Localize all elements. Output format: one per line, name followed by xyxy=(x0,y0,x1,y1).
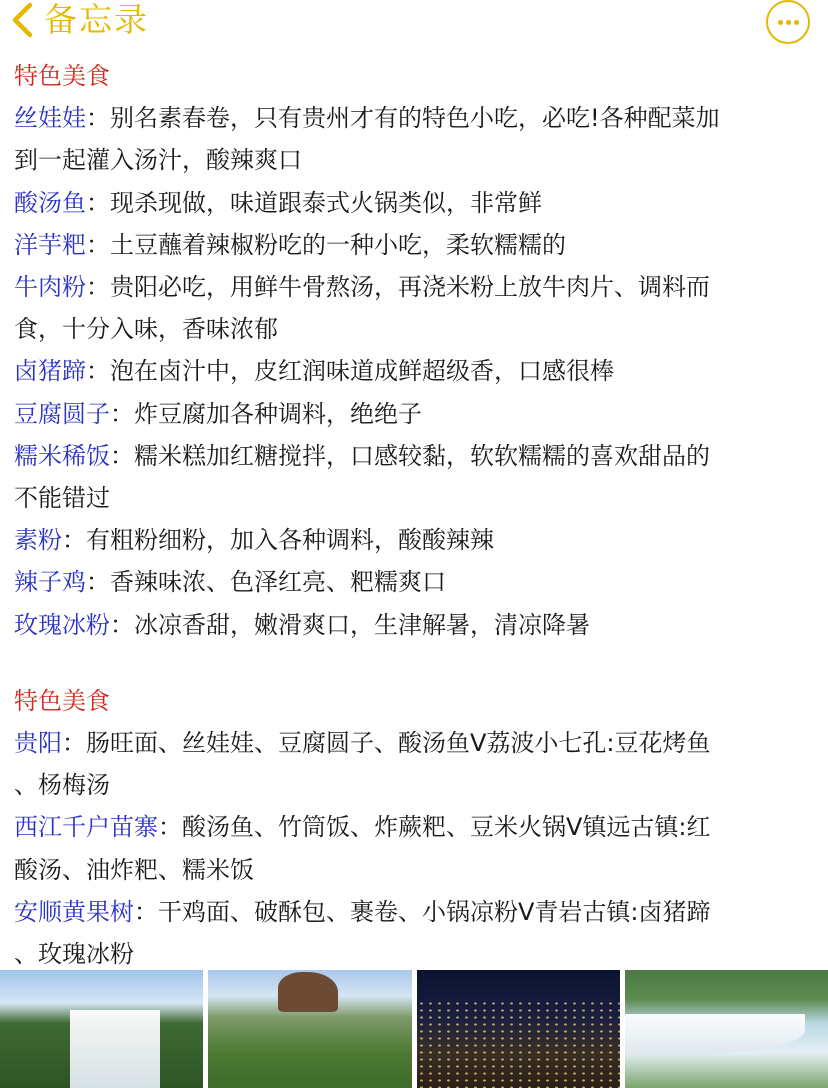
item-text-continued: 到一起灌入汤汁，酸辣爽口 xyxy=(14,146,302,175)
item-key: 辣子鸡 xyxy=(14,568,86,597)
photo-strip xyxy=(0,970,828,1088)
village-lights xyxy=(417,1000,620,1088)
item-text: ：香辣味浓、色泽红亮、粑糯爽口 xyxy=(86,568,446,597)
list-item xyxy=(14,266,818,308)
section-heading: 特色美食 xyxy=(14,686,110,715)
item-text-continued: 酸汤、油炸粑、糯米饭 xyxy=(14,855,254,884)
waterfall-shape xyxy=(625,1014,805,1054)
waterfall-shape xyxy=(70,1010,160,1088)
item-text-continued: 食，十分入味，香味浓郁 xyxy=(14,315,278,344)
section-spacer xyxy=(14,646,818,680)
waterfall-photo[interactable] xyxy=(0,970,203,1088)
item-text: ：现杀现做，味道跟泰式火锅类似，非常鲜 xyxy=(86,188,542,217)
item-text: ：冰凉香甜，嫩滑爽口，生津解暑，清凉降暑 xyxy=(110,610,590,639)
item-text: ：泡在卤汁中，皮红润味道成鲜超级香，口感很棒 xyxy=(86,357,614,386)
back-button[interactable] xyxy=(10,0,149,40)
item-key: 豆腐圆子 xyxy=(14,399,110,428)
item-text: ：糯米糕加红糖搅拌，口感较黏，软软糯糯的喜欢甜品的 xyxy=(110,441,710,470)
item-text: ：有粗粉细粉，加入各种调料，酸酸辣辣 xyxy=(62,526,494,555)
back-label: 备忘录 xyxy=(44,0,149,39)
item-key: 卤猪蹄 xyxy=(14,357,86,386)
top-bar xyxy=(0,0,828,48)
item-key: 素粉 xyxy=(14,526,62,555)
mountain-photo[interactable] xyxy=(208,970,411,1088)
list-item xyxy=(14,806,818,848)
item-text: ：别名素春卷，只有贵州才有的特色小吃，必吃!各种配菜加 xyxy=(86,104,720,133)
item-key: 贵阳 xyxy=(14,729,62,758)
list-item xyxy=(14,350,818,392)
item-key: 丝娃娃 xyxy=(14,104,86,133)
rock-peak-shape xyxy=(278,972,338,1012)
list-item xyxy=(14,224,818,266)
ellipsis-icon xyxy=(778,20,783,25)
item-text: ：干鸡面、破酥包、裹卷、小锅凉粉V青岩古镇:卤猪蹄 xyxy=(134,897,711,926)
section-heading: 特色美食 xyxy=(14,62,110,90)
item-key: 玫瑰冰粉 xyxy=(14,610,110,639)
list-item xyxy=(14,604,818,646)
list-item xyxy=(14,519,818,561)
note-body[interactable] xyxy=(14,55,818,975)
list-item xyxy=(14,97,818,139)
more-options-button[interactable] xyxy=(766,0,810,44)
night-village-photo[interactable] xyxy=(417,970,620,1088)
item-text: ：土豆蘸着辣椒粉吃的一种小吃，柔软糯糯的 xyxy=(86,230,566,259)
item-key: 安顺黄果树 xyxy=(14,897,134,926)
item-text: ：炸豆腐加各种调料，绝绝子 xyxy=(110,399,422,428)
chevron-left-icon xyxy=(10,2,34,38)
item-key: 西江千户苗寨 xyxy=(14,813,158,842)
list-item xyxy=(14,435,818,477)
item-text-continued: 、杨梅汤 xyxy=(14,771,110,800)
list-item xyxy=(14,722,818,764)
list-item xyxy=(14,891,818,933)
item-text: ：肠旺面、丝娃娃、豆腐圆子、酸汤鱼V荔波小七孔:豆花烤鱼 xyxy=(62,729,711,758)
item-key: 酸汤鱼 xyxy=(14,188,86,217)
item-key: 牛肉粉 xyxy=(14,273,86,302)
item-text-continued: 不能错过 xyxy=(14,484,110,513)
item-text: ：酸汤鱼、竹筒饭、炸蕨粑、豆米火锅V镇远古镇:红 xyxy=(158,813,711,842)
item-text: ：贵阳必吃，用鲜牛骨熬汤，再浇米粉上放牛肉片、调料而 xyxy=(86,273,710,302)
item-text-continued: 、玫瑰冰粉 xyxy=(14,940,134,969)
list-item xyxy=(14,561,818,603)
cascade-photo[interactable] xyxy=(625,970,828,1088)
list-item xyxy=(14,393,818,435)
item-key: 糯米稀饭 xyxy=(14,441,110,470)
list-item xyxy=(14,182,818,224)
item-key: 洋芋粑 xyxy=(14,230,86,259)
